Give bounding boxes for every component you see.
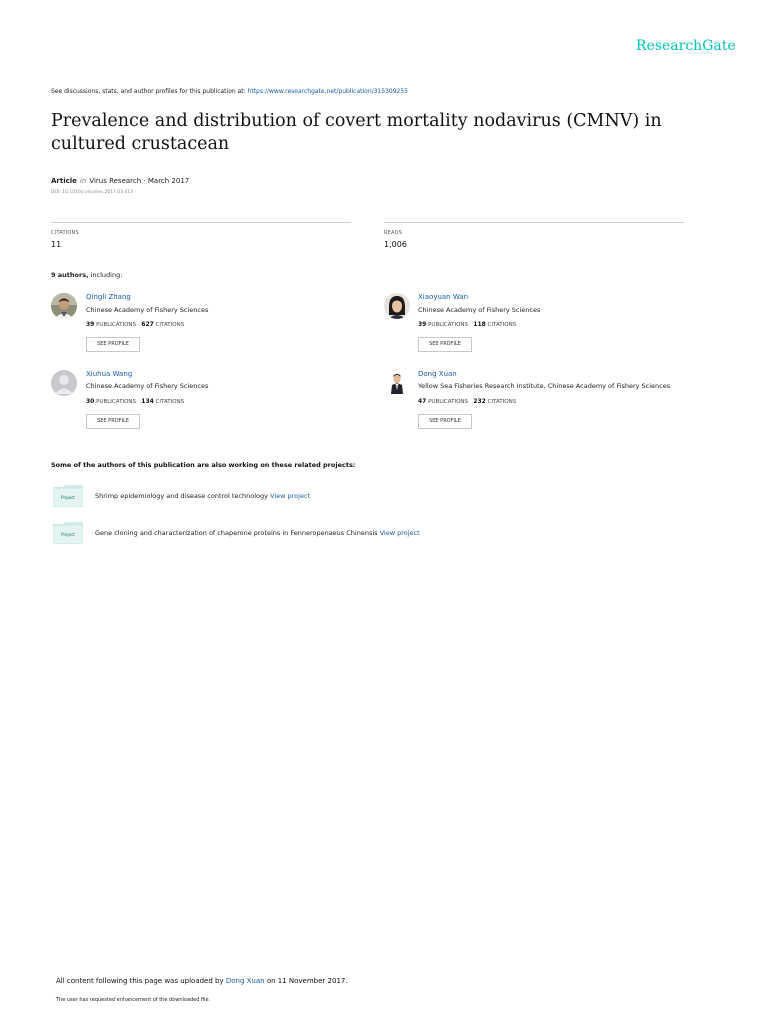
author-avatar-dong-xuan[interactable] [384,370,410,396]
enhancement-note: The user has requested enhancement of the downloaded file. [56,997,211,1003]
publications-label: PUBLICATIONS [428,399,469,405]
citations-label: CITATIONS [487,399,517,405]
in-label: in [79,177,87,185]
authors-header [51,271,122,279]
project-folder-icon[interactable] [53,485,83,507]
authors-count: 9 authors, [51,271,89,279]
author-name[interactable]: Xiuhua Wang [86,370,133,378]
publications-label: PUBLICATIONS [428,322,469,328]
discussion-prefix: See discussions, stats, and author profiles for this publication at: [51,88,248,95]
publication-meta [51,177,189,185]
citations-label: CITATIONS [155,399,185,405]
publications-label: PUBLICATIONS [96,399,137,405]
author-stats [86,398,184,405]
reads-value: 1,006 [384,240,407,249]
author-stats [418,321,516,328]
project-item [95,529,420,537]
citations-label: CITATIONS [155,322,185,328]
publication-title: Prevalence and distribution of covert mortality nodavirus (CMNV) in cultured crustacean [51,111,662,154]
see-profile-button[interactable]: SEE PROFILE [418,337,472,352]
author-citations-count: 118 [473,321,486,328]
author-avatar-xiaoyuan-wan[interactable] [384,293,410,319]
author-affiliation: Chinese Academy of Fishery Sciences [86,306,209,314]
see-profile-button[interactable]: SEE PROFILE [86,337,140,352]
author-avatar-qingli-zhang[interactable] [51,293,77,319]
project-title: Shrimp epidemiology and disease control technology [95,492,268,500]
venue: Virus Research · March 2017 [89,177,190,185]
upload-suffix: on 11 November 2017. [264,977,348,985]
author-publications-count: 39 [86,321,95,328]
view-project-link[interactable]: View project [379,529,420,537]
author-name[interactable]: Dong Xuan [418,370,457,378]
see-profile-button[interactable]: SEE PROFILE [418,414,472,429]
article-type: Article [51,177,77,185]
discussion-line [51,88,408,95]
author-citations-count: 627 [141,321,154,328]
author-name[interactable]: Qingli Zhang [86,293,131,301]
publication-url-link[interactable]: https://www.researchgate.net/publication/315309255 [247,88,408,95]
author-avatar-xiuhua-wang[interactable] [51,370,77,396]
project-folder-icon[interactable] [53,522,83,544]
citations-value: 11 [51,240,62,249]
author-affiliation: Chinese Academy of Fishery Sciences [86,382,209,390]
author-affiliation: Yellow Sea Fisheries Research Institute, Chinese Academy of Fishery Sciences [418,382,671,390]
view-project-link[interactable]: View project [270,492,311,500]
project-icon-label: Project [61,532,75,537]
see-profile-button[interactable]: SEE PROFILE [86,414,140,429]
author-publications-count: 47 [418,398,427,405]
project-item [95,492,310,500]
project-title: Gene cloning and characterization of chaperone proteins in Fenneropenaeus Chinensis [95,529,378,537]
author-citations-count: 134 [141,398,154,405]
upload-note [56,977,348,985]
author-publications-count: 30 [86,398,95,405]
publications-label: PUBLICATIONS [96,322,137,328]
citations-label: CITATIONS [487,322,517,328]
doi: DOI: 10.1016/j.virusres.2017.03.013 [51,190,133,195]
author-stats [418,398,516,405]
upload-prefix: All content following this page was uploaded by [56,977,226,985]
authors-suffix: including: [88,271,123,279]
citations-divider [51,222,351,223]
uploader-link[interactable]: Dong Xuan [225,977,265,985]
author-affiliation: Chinese Academy of Fishery Sciences [418,306,541,314]
reads-divider [384,222,684,223]
project-icon-label: Project [61,495,75,500]
author-stats [86,321,184,328]
author-publications-count: 39 [418,321,427,328]
projects-header: Some of the authors of this publication are also working on these related projects: [51,461,356,469]
citations-label: CITATIONS [51,230,79,236]
author-citations-count: 232 [473,398,486,405]
reads-label: READS [384,230,403,236]
researchgate-logo[interactable]: ResearchGate [636,38,736,54]
author-name[interactable]: Xiaoyuan Wan [418,293,469,301]
